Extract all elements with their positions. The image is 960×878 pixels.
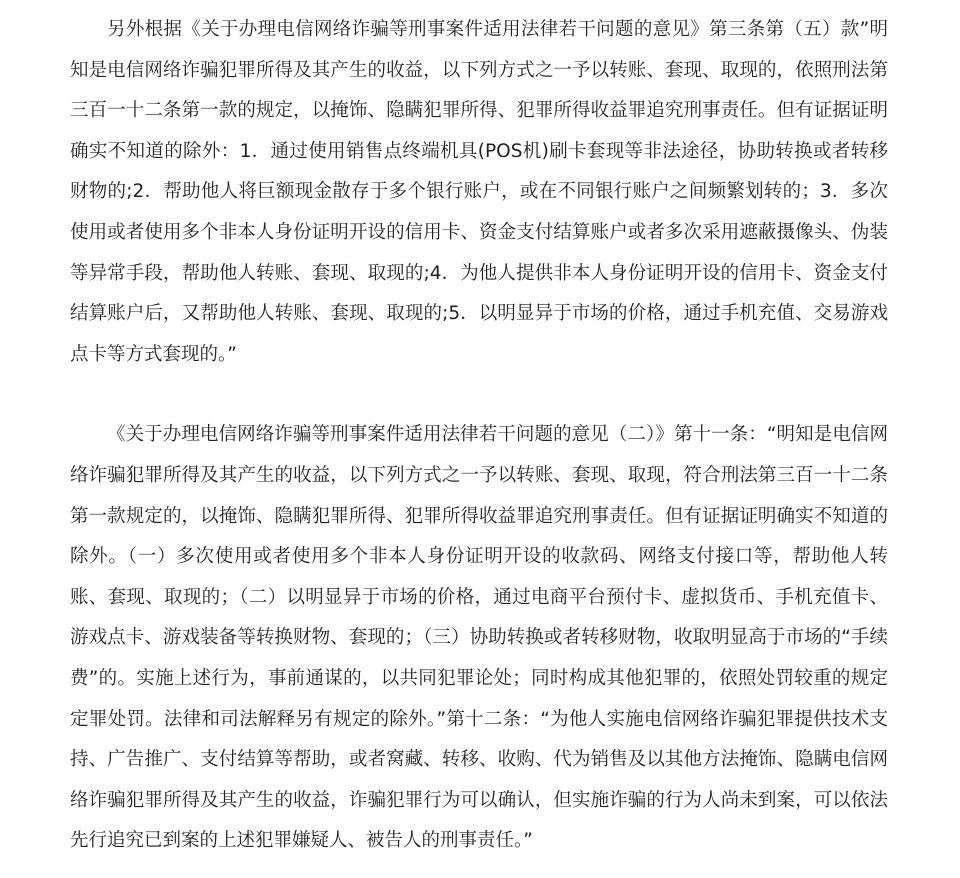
paragraph-opinion-article-3: 另外根据《关于办理电信网络诈骗等刑事案件适用法律若干问题的意见》第三条第（五）款”明知是电信网络诈骗犯罪所得及其产生的收益，以下列方式之一予以转账、套现、取现的，依照刑法第三百一十二条第一款的规定，以掩饰、隐瞒犯罪所得、犯罪所得收益罪追究刑事责任。但有证据证明确实不知道的除外：1．通过使用销售点终端机具(POS机)刷卡套现等非法途径，协助转换或者转移财物的;2．帮助他人将巨额现金散存于多个银行账户，或在不同银行账户之间频繁划转的；3．多次使用或者使用多个非本人身份证明开设的信用卡、资金支付结算账户或者多次采用遮蔽摄像头、伪装等异常手段，帮助他人转账、套现、取现的;4．为他人提供非本人身份证明开设的信用卡、资金支付结算账户后，又帮助他人转账、套现、取现的;5．以明显异于市场的价格，通过手机充值、交易游戏点卡等方式套现的。”: [70, 19, 888, 365]
paragraph-spacer: [70, 375, 888, 415]
document-body: [70, 10, 888, 862]
paragraph-opinion-two-articles-11-12: 《关于办理电信网络诈骗等刑事案件适用法律若干问题的意见（二）》第十一条：“明知是电信网络诈骗犯罪所得及其产生的收益，以下列方式之一予以转账、套现、取现，符合刑法第三百一十二条第一款规定的，以掩饰、隐瞒犯罪所得、犯罪所得收益罪追究刑事责任。但有证据证明确实不知道的除外。（一）多次使用或者使用多个非本人身份证明开设的收款码、网络支付接口等，帮助他人转账、套现、取现的；（二）以明显异于市场的价格，通过电商平台预付卡、虚拟货币、手机充值卡、游戏点卡、游戏装备等转换财物、套现的；（三）协助转换或者转移财物，收取明显高于市场的“手续费”的。实施上述行为，事前通谋的，以共同犯罪论处；同时构成其他犯罪的，依照处罚较重的规定定罪处罚。法律和司法解释另有规定的除外。”第十二条：“为他人实施电信网络诈骗犯罪提供技术支持、广告推广、支付结算等帮助，或者窝藏、转移、收购、代为销售及以其他方法掩饰、隐瞒电信网络诈骗犯罪所得及其产生的收益，诈骗犯罪行为可以确认，但实施诈骗的行为人尚未到案，可以依法先行追究已到案的上述犯罪嫌疑人、被告人的刑事责任。”: [70, 424, 888, 852]
